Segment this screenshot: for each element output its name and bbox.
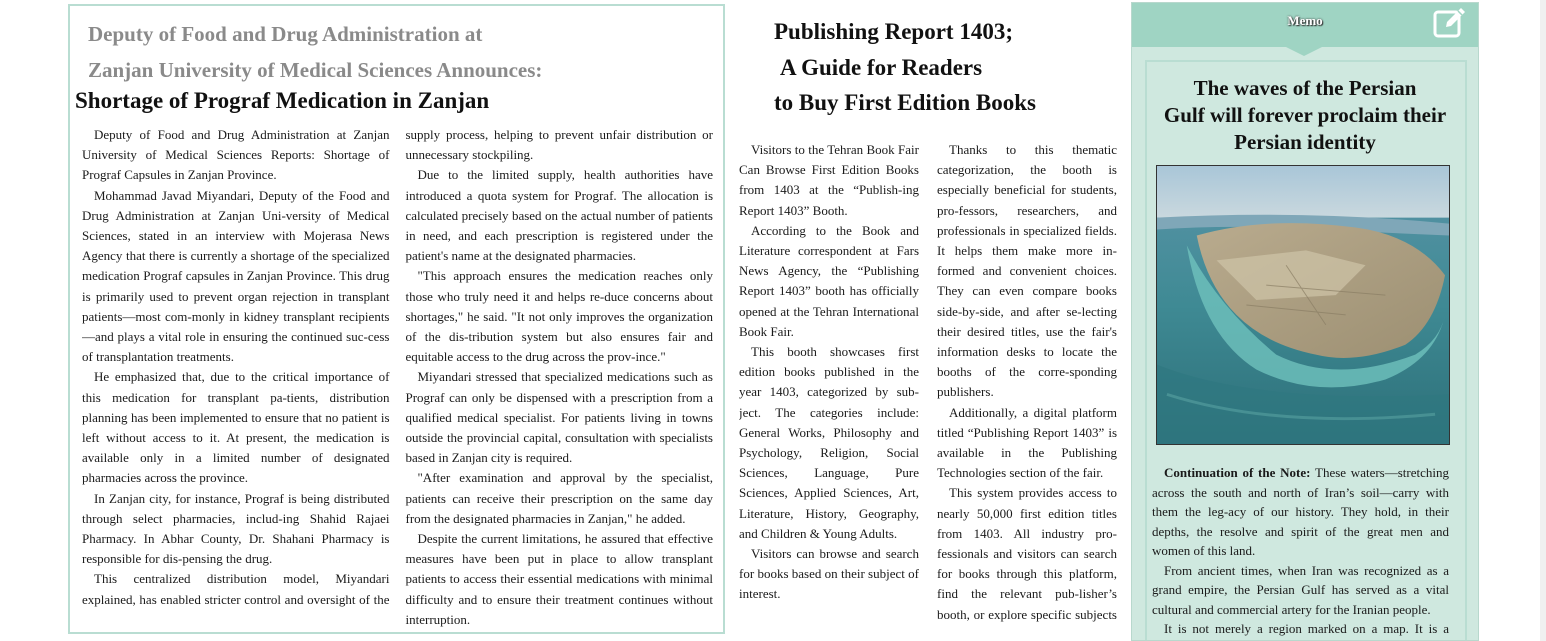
memo-header-notch [1284,46,1324,56]
memo-title-line-1: The waves of the Persian [1193,76,1417,100]
memo-lead-text: These waters—stretching across the south and north of Iran’s soil—carry with them the leg-acy of our history. They hold, in their depths, the resolve and spirit of the great men and women of this land. [1152,465,1449,558]
body-paragraph: "This approach ensures the medication reaches only those who truly need it and helps re-duce concerns about shortages," he said. "It not only improves the organization of the dis-tribution system but also ensures fair and equitable access to the drug across the prov-ince." [405,268,713,365]
body-paragraph: This system provides access to nearly 50,000 first edition titles from 1403. All industry pro-fessionals and visitors can search for books through this platform, find the relevant pub-lisher’s booth, or explore specific subjects [937,485,1117,622]
body-paragraph: Despite the current limitations, he assured that effective measures have been put in place to allow transplant patients to access their essential medications with minimal difficulty and to ensure their treatment continues without interruption. [405,531,713,627]
body-paragraph: This centralized distribution model, Miyandari explained, has enabled stricter control and oversight of the supply process, helping to prevent unfair distribution or unnecessary stockpiling. [82,127,713,607]
memo-paragraph: From ancient times, when Iran was recognized as a grand empire, the Persian Gulf has served as a vital cultural and commercial artery for the Iranian people. [1152,562,1449,617]
body-paragraph: Deputy of Food and Drug Administration at Zanjan University of Medical Sciences Reports: Shortage of Prograf Capsules in Zanjan Province. [82,127,390,183]
article-kicker [88,16,542,88]
body-paragraph: According to the Book and Literature correspondent at Fars News Agency, the “Publishing Report 1403” booth has officially opened at the Tehran International Book Fair. [739,222,919,339]
body-paragraph: This booth showcases first edition books published in the year 1403, categorized by sub-ject. The categories include: General Works, Philosophy and Psychology, Religion, Social Sciences, Language, Pure Sciences, Applied Sciences, Art, Literature, History, Geography, and Children & Young Adults. [739,344,919,541]
headline-line-2: A Guide for Readers [780,54,983,80]
memo-lead-paragraph [1152,463,1449,561]
article-headline [774,14,1036,121]
memo-title [1132,75,1478,156]
persian-gulf-island-photo [1156,165,1450,445]
memo-title-line-2: Gulf will forever proclaim their [1163,103,1447,127]
article-publishing-report [736,0,1120,641]
body-paragraph: Visitors to the Tehran Book Fair Can Browse First Edition Books from 1403 at the “Publish-ing Report 1403” Booth. [739,142,919,218]
body-paragraph: Thanks to this thematic categorization, the booth is especially beneficial for students, pro-fessors, researchers, and professionals in specialized fields. It helps them make more in-formed and convenient choices. They can even compare books side-by-side, and after se-lecting their desired titles, use the fair's information desks to locate the booths of the corre-sponding publishers. [937,142,1117,400]
kicker-line-2: Zanjan University of Medical Sciences Announces: [88,58,543,82]
memo-title-line-3: Persian identity [1234,130,1376,154]
body-paragraph: Due to the limited supply, health authorities have introduced a quota system for Prograf. The allocation is calculated precisely based on the actual number of patients in need, and each prescription is registered under the patient's name at the designated pharmacies. [405,167,713,264]
body-paragraph: "After examination and approval by the specialist, patients can receive their prescription on the same day from the designated pharmacies in Zanjan," he added. [405,470,713,526]
memo-lead-bold: Continuation of the Note: [1164,465,1311,480]
article-body [739,140,1117,630]
article-body [82,125,713,631]
memo-header [1132,3,1478,47]
body-paragraph: He emphasized that, due to the critical importance of this medication for transplant pa-tients, distribution planning has been implemented to ensure that no patient is left without access to it. At present, the medication is available only in a limited number of designated pharmacies across the province. [82,369,390,486]
body-paragraph: Miyandari stressed that specialized medications such as Prograf can only be dispensed with a prescription from a qualified medical specialist. For patients living in towns outside the provincial capital, consultation with specialists based in Zanjan city is required. [405,369,713,466]
headline-line-3: to Buy First Edition Books [774,90,1036,115]
body-paragraph: Visitors can browse and search for books based on their subject of interest. [739,546,919,602]
page-scrollbar[interactable] [1540,0,1546,641]
memo-panel [1131,2,1479,641]
kicker-line-1: Deputy of Food and Drug Administration at [88,22,483,46]
body-paragraph: Additionally, a digital platform titled “Publishing Report 1403” is available in the Publishing Technologies section of the fair. [937,404,1117,481]
body-paragraph: In Zanjan city, for instance, Prograf is being distributed through select pharmacies, includ-ing Shahid Rajaei Pharmacy. In Abhar County, Dr. Shahani Pharmacy is responsible for dis-pensing the drug. [82,490,390,567]
memo-body [1152,463,1449,641]
edit-icon [1432,5,1468,41]
memo-paragraph: It is not merely a region marked on a map. It is a [1164,621,1449,636]
article-prograf-shortage [68,4,725,634]
memo-label: Memo [1287,13,1323,28]
body-paragraph: Mohammad Javad Miyandari, Deputy of the Food and Drug Administration at Zanjan Uni-versity of Medical Sciences, stated in an interview with Mojerasa News Agency that there is currently a shortage of the specialized medication Prograf capsules in Zanjan Province. This drug is primarily used to prevent organ rejection in transplant patients—most com-monly in kidney transplant recipients—and plays a vital role in ensuring the continued suc-cess of transplantation treatments. [82,187,390,365]
article-headline: Shortage of Prograf Medication in Zanjan [75,88,490,113]
headline-line-1: Publishing Report 1403; [774,19,1013,44]
